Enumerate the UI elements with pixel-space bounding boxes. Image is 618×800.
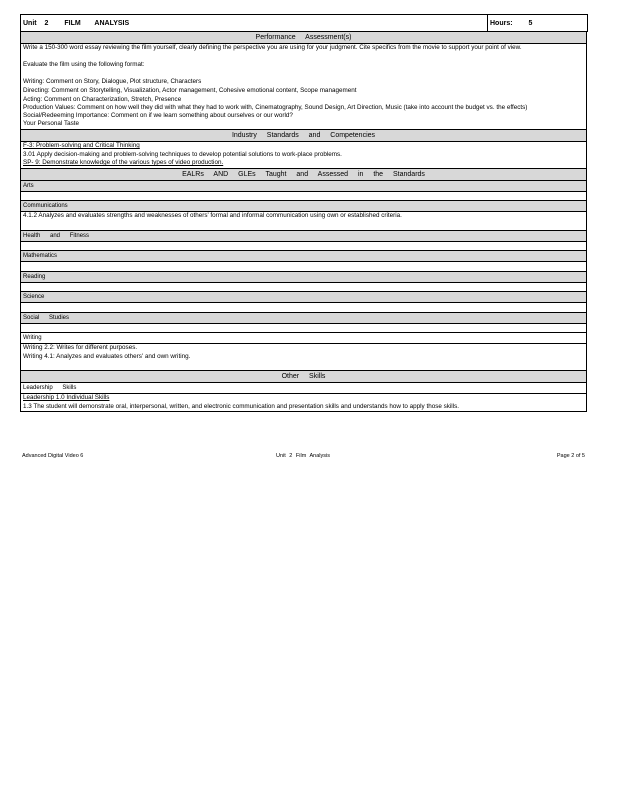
ealrs-heading-text: EALRs AND GLEs Taught and Assessed in the Standards — [182, 170, 425, 178]
other-skills-heading — [21, 371, 587, 383]
arts-body — [21, 191, 587, 201]
subject-social-studies — [21, 312, 587, 323]
unit-header-row — [21, 15, 588, 32]
unit-title: FILM ANALYSIS — [64, 19, 130, 27]
health-body — [21, 241, 587, 251]
criteria-production: Production Values: Comment on how well they did with what they had to work with, Cinematography, Sound Design, Art Direction, Music (take into account the budget vs. the effects) — [23, 104, 528, 112]
performance-heading — [21, 32, 587, 44]
document-page — [20, 14, 587, 412]
industry-body — [21, 141, 587, 168]
subject-writing-label: Writing — [23, 335, 42, 342]
criteria-writing: Writing: Comment on Story, Dialogue, Plot structure, Characters — [23, 78, 202, 86]
performance-heading-text: Performance Assessment(s) — [255, 34, 352, 41]
spacer — [23, 221, 584, 230]
writing-line-2: Writing 4.1: Analyzes and evaluates others' and own writing. — [23, 353, 191, 361]
subject-leadership — [21, 383, 587, 394]
performance-body — [21, 44, 587, 130]
subject-mathematics — [21, 251, 587, 262]
subject-mathematics-label: Mathematics — [23, 253, 58, 260]
subject-leadership-label: Leadership Skills — [23, 385, 77, 392]
unit-header-cell — [21, 15, 488, 32]
hours-cell — [488, 15, 588, 32]
communications-body — [21, 212, 587, 230]
subject-communications-label: Communications — [23, 203, 68, 210]
essay-prompt: Write a 150-300 word essay reviewing the film yourself, clearly defining the perspective you are using for your judgment. Cite specifics from the movie to support your point of view. — [23, 44, 522, 51]
subject-science — [21, 292, 587, 303]
subject-science-label: Science — [23, 294, 45, 301]
criteria-acting: Acting: Comment on Characterization, Stretch, Presence — [23, 95, 182, 103]
criteria-taste: Your Personal Taste — [23, 120, 80, 128]
standard-3-01: 3.01 Apply decision-making and problem-solving techniques to develop potential solutions to work-place problems. — [23, 150, 342, 158]
writing-line-1: Writing 2.2: Writes for different purposes. — [23, 344, 138, 352]
industry-heading — [21, 129, 587, 141]
content-table — [20, 31, 587, 412]
ealrs-heading — [21, 168, 587, 180]
criteria-social: Social/Redeeming Importance: Comment on if we learn something about ourselves or our world? — [23, 111, 293, 119]
footer-unit: Unit 2 Film Analysis — [276, 453, 330, 459]
subject-reading-label: Reading — [23, 273, 46, 280]
hours-value: 5 — [528, 19, 533, 27]
spacer — [23, 362, 584, 371]
subject-health-label: Health and Fitness — [23, 232, 90, 239]
reading-body — [21, 282, 587, 292]
footer-course: Advanced Digital Video 6 — [22, 453, 84, 459]
criteria-directing: Directing: Comment on Storytelling, Visualization, Actor management, Cohesive emotional content, Scope management — [23, 86, 357, 94]
hours-label: Hours: — [490, 19, 513, 27]
unit-table — [20, 14, 588, 32]
unit-label: Unit 2 — [23, 19, 49, 27]
subject-arts-label: Arts — [23, 182, 34, 189]
mathematics-body — [21, 262, 587, 272]
communications-line: 4.1.2 Analyzes and evaluates strengths and weaknesses of others' formal and informal communication using own or established criteria. — [23, 212, 402, 220]
subject-social-studies-label: Social Studies — [23, 314, 70, 321]
leadership-line: 1.3 The student will demonstrate oral, interpersonal, written, and electronic communication and presentation skills and understands how to apply those skills. — [23, 402, 460, 410]
standard-sp9: SP- 9: Demonstrate knowledge of the various types of video production. — [23, 159, 224, 167]
subject-health — [21, 230, 587, 241]
standard-f3: F-3: Problem-solving and Critical Thinking — [23, 141, 140, 149]
footer-page-number: Page 2 of 5 — [556, 453, 585, 459]
spacer — [23, 70, 584, 79]
writing-body — [21, 344, 587, 371]
spacer — [23, 53, 584, 62]
subject-writing — [21, 333, 587, 344]
subject-reading — [21, 271, 587, 282]
other-skills-heading-text: Other Skills — [281, 373, 326, 381]
subject-communications — [21, 201, 587, 212]
leadership-body — [21, 394, 587, 412]
social-studies-body — [21, 323, 587, 333]
subject-arts — [21, 180, 587, 191]
industry-heading-text: Industry Standards and Competencies — [231, 131, 376, 139]
leadership-standard: Leadership 1.0 Individual Skills — [23, 394, 110, 402]
evaluate-instruction: Evaluate the film using the following format: — [23, 61, 145, 69]
science-body — [21, 303, 587, 313]
